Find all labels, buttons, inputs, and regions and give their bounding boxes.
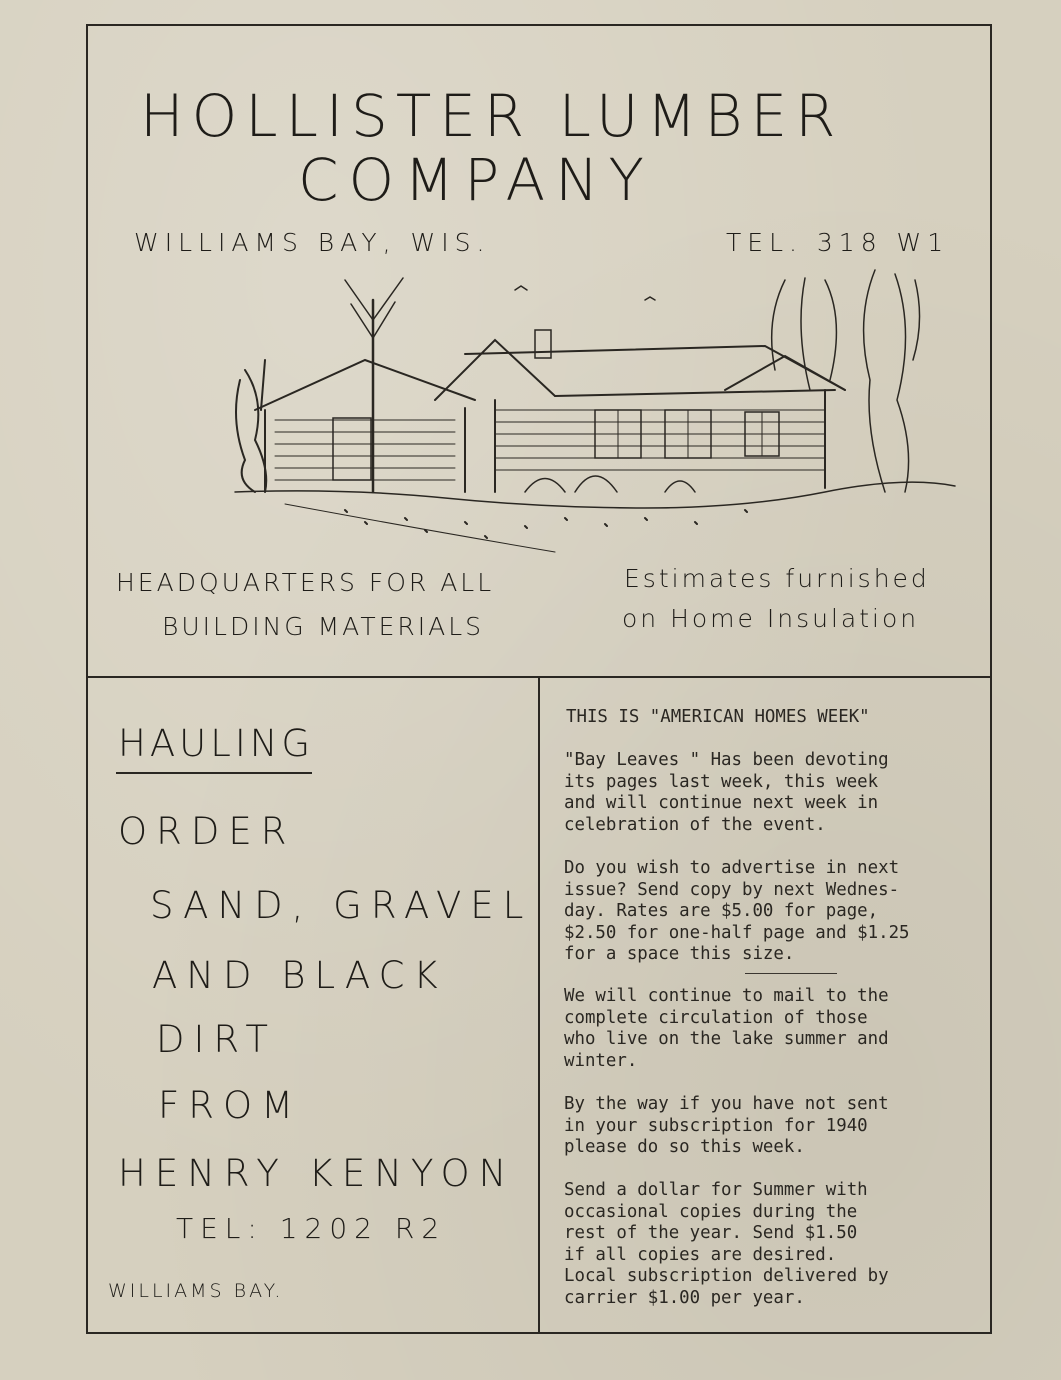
hauling-telephone: TEL: 1202 R2 [176,1212,447,1245]
company-location: WILLIAMS BAY, WIS. [134,228,491,257]
notice-paragraph [564,858,910,966]
hauling-line-name: HENRY KENYON [118,1152,516,1195]
notice-line: Send a dollar for Summer with [564,1180,868,1200]
notice-line: Local subscription delivered by [564,1266,889,1286]
notice-line: if all copies are desired. [564,1244,837,1265]
notice-line: its pages last week, this week [564,771,879,792]
hauling-line-order: ORDER [118,810,296,853]
headline-line1: HEADQUARTERS FOR ALL [116,568,495,597]
column-divider [538,676,540,1334]
notice-paragraph [564,1094,889,1159]
estimates-line1: Estimates furnished [624,564,930,593]
notice-paragraph [564,986,889,1072]
notice-line: We will continue to mail to the [564,986,889,1006]
notice-line: Do you wish to advertise in next [564,858,900,878]
notice-line: in your subscription for 1940 [564,1115,868,1136]
notice-line: complete circulation of those [564,1007,868,1028]
headline-line2: BUILDING MATERIALS [162,612,485,641]
hauling-line-and-black: AND BLACK [152,954,447,997]
company-name-line2: COMPANY [298,146,654,214]
notice-line: winter. [564,1050,638,1071]
notice-paragraph [564,750,889,836]
notice-line: who live on the lake summer and [564,1029,889,1049]
hauling-line-dirt: DIRT [156,1018,278,1061]
notice-line: occasional copies during the [564,1201,858,1222]
estimates-line2: on Home Insulation [622,604,920,633]
company-telephone: TEL. 318 W1 [726,228,950,257]
notice-line: $2.50 for one-half page and $1.25 [564,922,910,943]
hauling-line-from: FROM [158,1084,303,1127]
hauling-location: WILLIAMS BAY. [108,1280,284,1302]
notice-heading: THIS IS "AMERICAN HOMES WEEK" [566,707,870,727]
house-illustration [225,260,965,560]
notice-line: for a space this size. [564,944,795,964]
notice-line: By the way if you have not sent [564,1094,889,1114]
notice-paragraph [564,1180,889,1309]
company-name-line1: HOLLISTER LUMBER [140,82,844,150]
notice-line: celebration of the event. [564,814,826,835]
notice-separator [745,973,837,974]
notice-line: day. Rates are $5.00 for page, [564,901,879,921]
notice-line: and will continue next week in [564,793,879,813]
notice-line: "Bay Leaves " Has been devoting [564,750,889,770]
notice-line: please do so this week. [564,1137,805,1157]
hauling-heading: HAULING [118,722,315,765]
notice-line: rest of the year. Send $1.50 [564,1223,858,1243]
notice-line: issue? Send copy by next Wednes- [564,879,900,900]
hauling-line-sand-gravel: SAND, GRAVEL [150,884,533,927]
hauling-underline [116,772,312,774]
notice-line: carrier $1.00 per year. [564,1287,805,1308]
